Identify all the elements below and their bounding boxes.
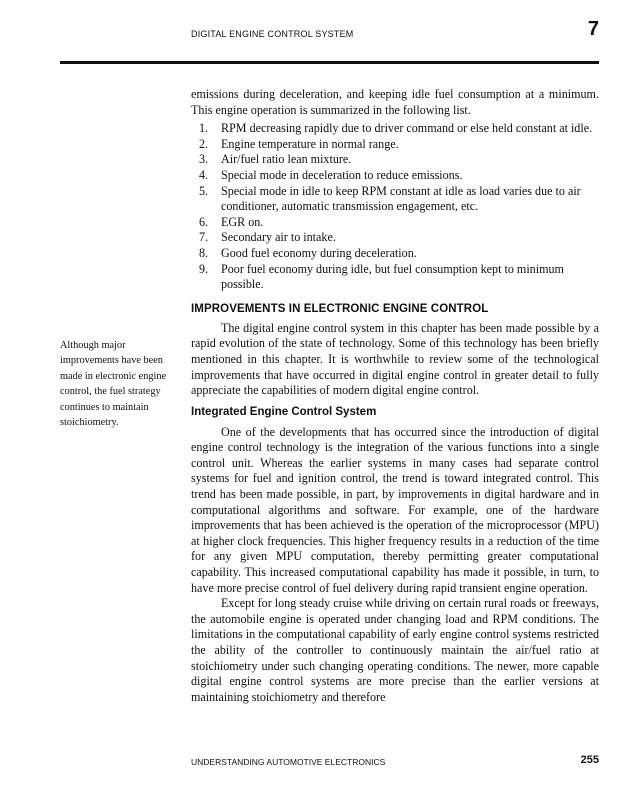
list-item: 4. Special mode in deceleration to reduce emissions. — [199, 167, 463, 182]
page-number: 255 — [580, 754, 599, 766]
list-item: 3. Air/fuel ratio lean mixture. — [199, 152, 352, 167]
subsection-heading: Integrated Engine Control System — [191, 405, 377, 418]
list-item: 6. EGR on. — [199, 214, 264, 229]
subsection-paragraph-1: One of the developments that has occurred since the introduction of digital engine control technology is the integration of the various functions into a single control unit. Whereas the earlier systems in many cases had separate control systems for fuel and ignition control, the trend is toward integrated control. This trend has been made possible, in part, by improvements in digital hardware and in computational algorithms and software. For example, one of the hardware improvements that has been achieved is the operation of the microprocessor (MPU) at higher clock frequencies. This higher frequency results in a reduction of the time for any given MPU computation, thereby permitting greater computational capability. This increased computational capability has made it possible, in turn, to have more precise control of fuel delivery during rapid transient engine operation. — [191, 424, 599, 595]
list-item: 5. Special mode in idle to keep RPM constant at idle as load varies due to air conditioner, automatic transmission engagement, etc. — [199, 183, 581, 214]
main-text-column — [191, 87, 599, 705]
running-footer-title: UNDERSTANDING AUTOMOTIVE ELECTRONICS — [191, 757, 386, 767]
list-item: 7. Secondary air to intake. — [199, 230, 336, 245]
chapter-number: 7 — [587, 18, 599, 40]
list-item: 8. Good fuel economy during deceleration. — [199, 245, 417, 260]
section-paragraph: The digital engine control system in this chapter has been made possible by a rapid evolution of the state of technology. Some of this technology has been briefly mentioned in this chapter. It is worthwhile to review some of the technological improvements that have occurred in digital engine control in greater detail to fully appreciate the capabilities of modern digital engine control. — [191, 320, 599, 398]
margin-note: Although major improvements have been made in electronic engine control, the fuel strategy continues to maintain stoichiometry. — [60, 340, 167, 429]
intro-paragraph: emissions during deceleration, and keeping idle fuel consumption at a minimum. This engine operation is summarized in the following list. — [191, 87, 599, 117]
subsection-paragraph-2: Except for long steady cruise while driving on certain rural roads or freeways, the automobile engine is operated under changing load and RPM conditions. The limitations in the computational capability of early engine control systems restricted the ability of the controller to continuously maintain the air/fuel ratio at stoichiometry under such changing operating conditions. The newer, more capable digital engine control systems are more precise than the earlier versions at maintaining stoichiometry and therefore — [191, 596, 599, 704]
list-item: 2. Engine temperature in normal range. — [199, 136, 399, 151]
summary-list — [191, 121, 599, 293]
list-item: 9. Poor fuel economy during idle, but fuel consumption kept to minimum possible. — [199, 261, 564, 292]
header-rule — [60, 61, 599, 64]
list-item: 1. RPM decreasing rapidly due to driver command or else held constant at idle. — [199, 121, 593, 136]
running-header-title: DIGITAL ENGINE CONTROL SYSTEM — [191, 29, 354, 39]
section-heading: IMPROVEMENTS IN ELECTRONIC ENGINE CONTROL — [191, 302, 489, 315]
